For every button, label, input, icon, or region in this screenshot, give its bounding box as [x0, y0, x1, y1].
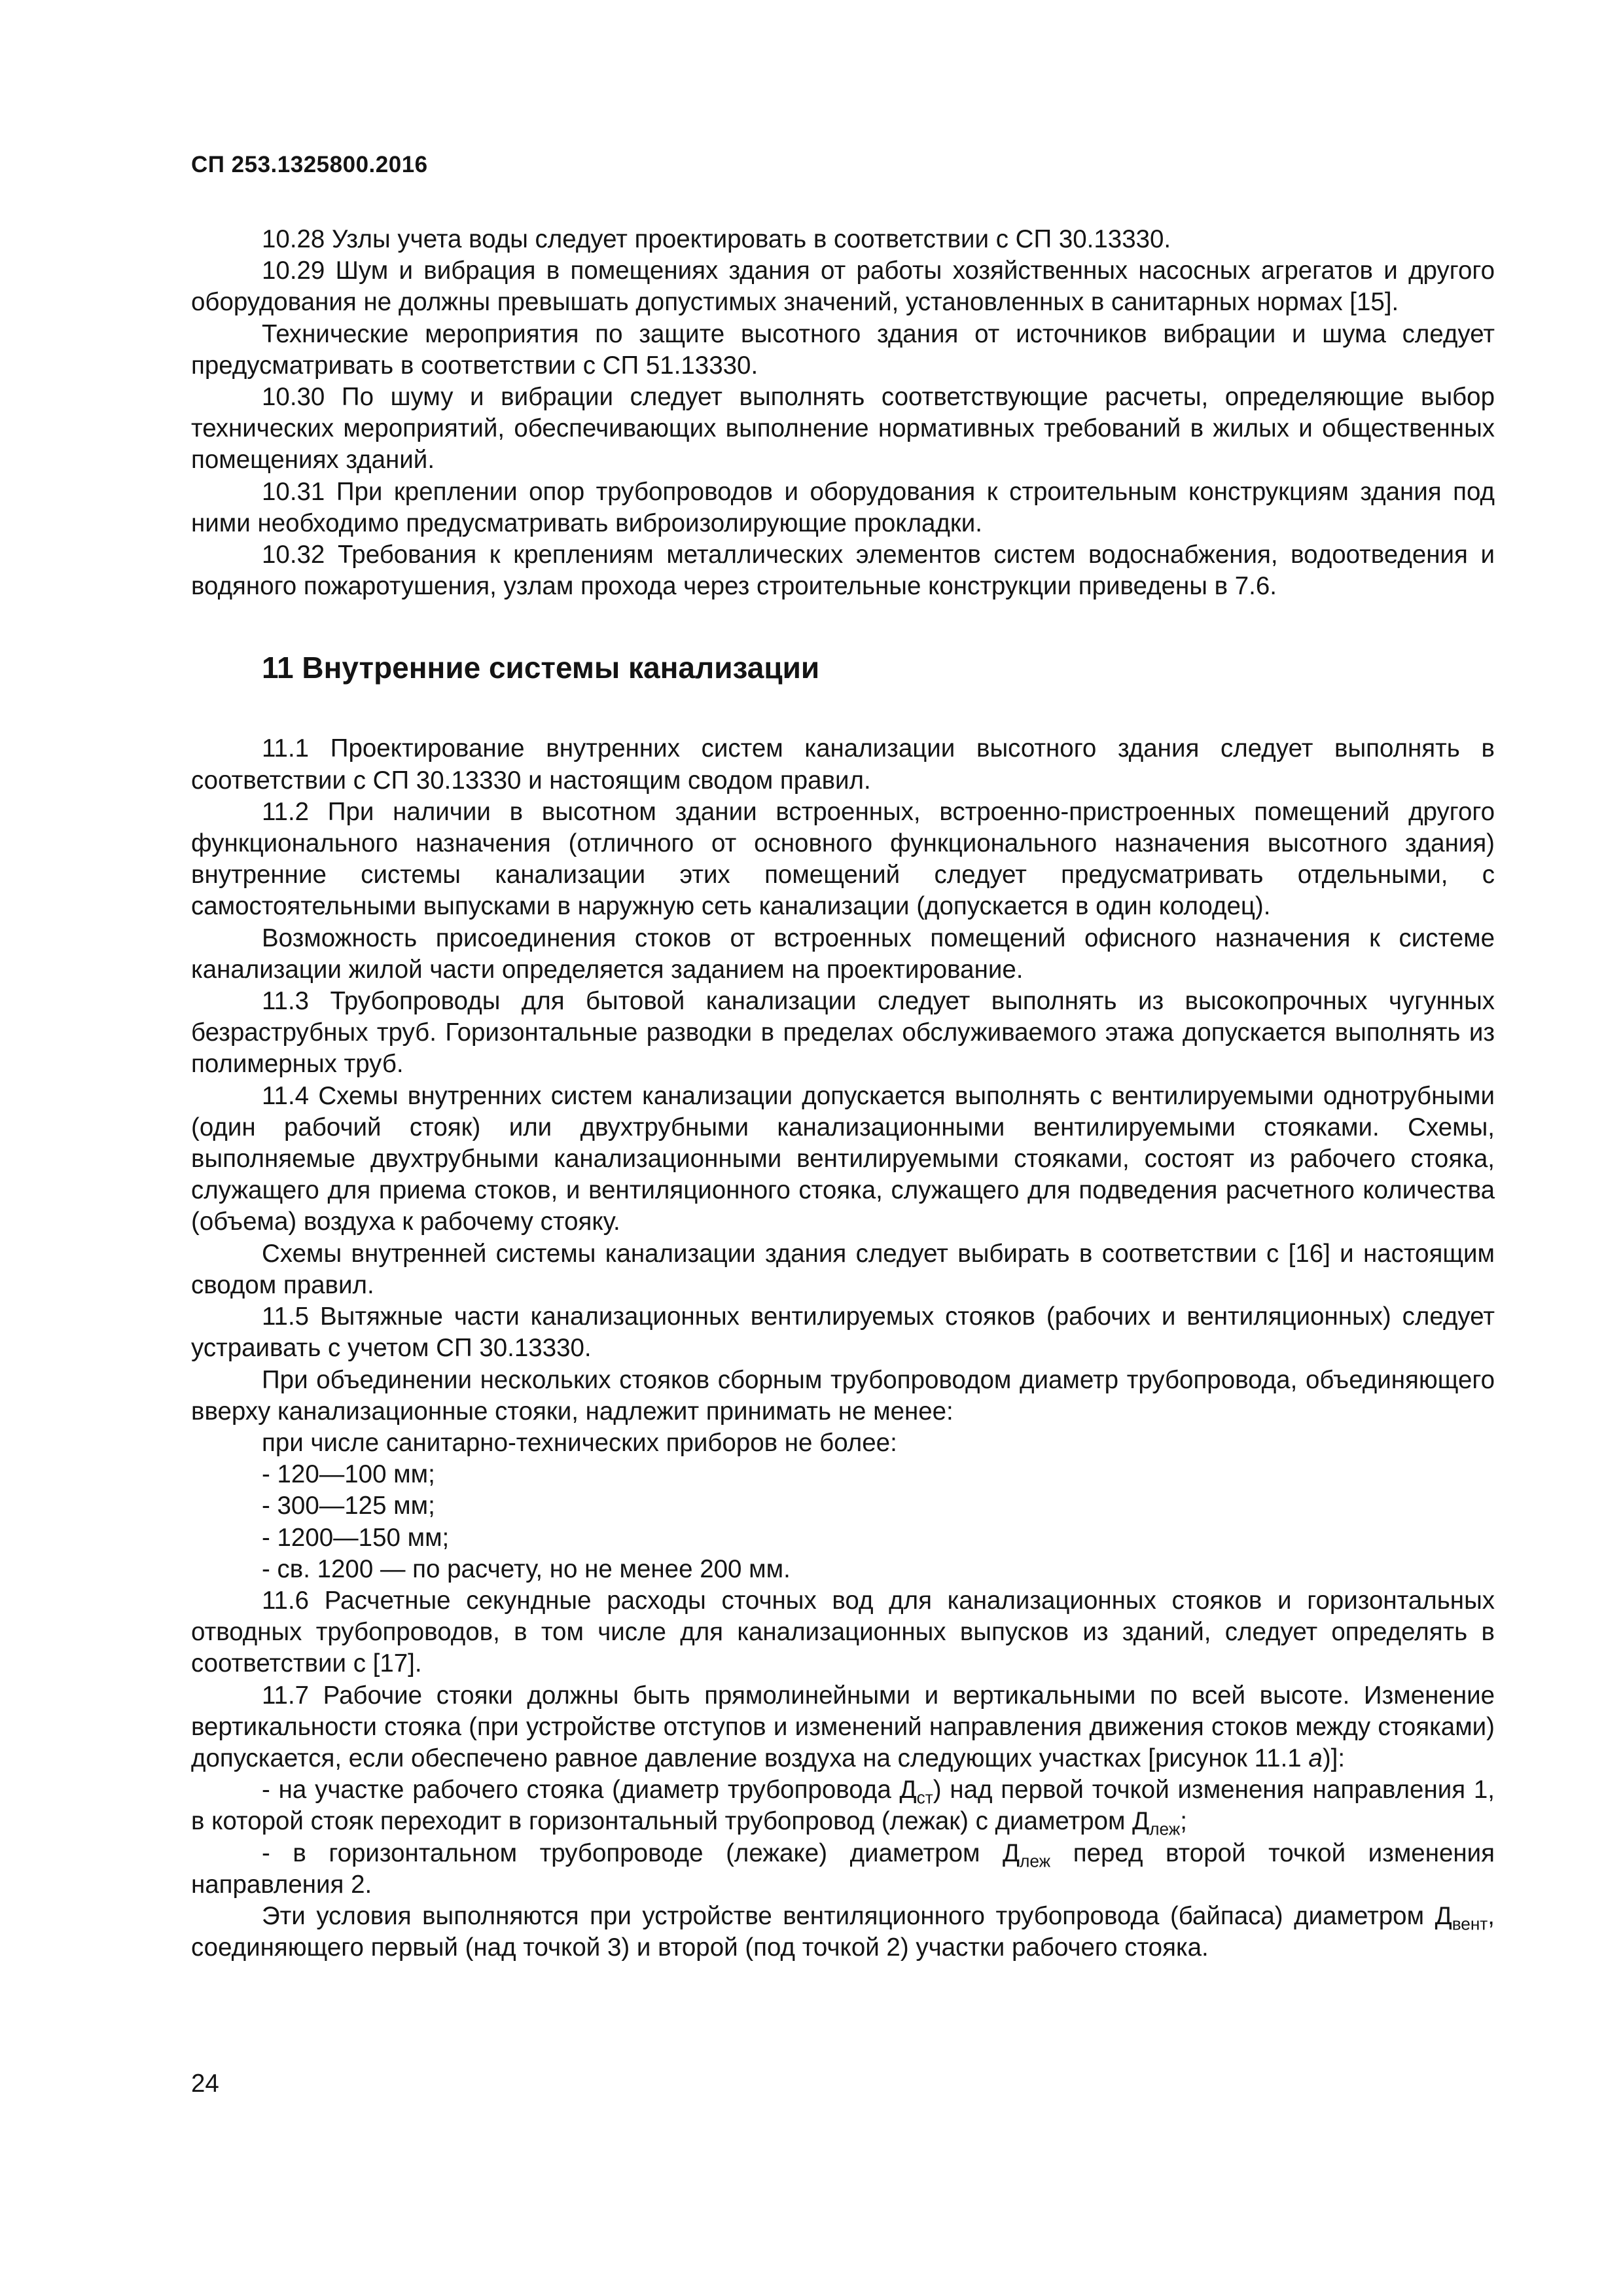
- paragraph-10-29-cont: Технические мероприятия по защите высотного здания от источников вибрации и шума следует предусматривать в соответствии с СП 51.13330.: [191, 319, 1495, 380]
- paragraph-10-31: 10.31 При креплении опор трубопроводов и оборудования к строительным конструкциям здания под ними необходимо предусматривать виброизолирующие прокладки.: [191, 477, 1495, 537]
- paragraph-10-30: 10.30 По шуму и вибрации следует выполнять соответствующие расчеты, определяющие выбор технических мероприятий, обеспечивающих выполнение нормативных требований в жилых и общественных помещениях зданий.: [191, 383, 1495, 475]
- figure-ref: а: [1308, 1744, 1323, 1772]
- paragraph-11-5-cont: При объединении нескольких стояков сборным трубопроводом диаметр трубопровода, объединяющего вверху канализационные стояки, надлежит принимать не менее:: [191, 1365, 1495, 1426]
- paragraph-11-4-cont: Схемы внутренней системы канализации здания следует выбирать в соответствии с [16] и настоящим сводом правил.: [191, 1239, 1495, 1299]
- paragraph-11-1: 11.1 Проектирование внутренних систем канализации высотного здания следует выполнять в соответствии с СП 30.13330 и настоящим сводом правил.: [191, 734, 1495, 795]
- paragraph-11-2: 11.2 При наличии в высотном здании встроенных, встроенно-пристроенных помещений другого функционального назначения (отличного от основного функционального назначения высотного здания) внутренние системы канализации этих помещений следует предусматривать отдельными, с самостоятельными выпусками в наружную сеть канализации (допускается в один колодец).: [191, 797, 1495, 921]
- paragraph-11-3: 11.3 Трубопроводы для бытовой канализации следует выполнять из высокопрочных чугунных безраструбных труб. Горизонтальные разводки в пределах обслуживаемого этажа допускается выполнять из полимерных труб.: [191, 987, 1495, 1079]
- page-content: [191, 224, 1495, 1964]
- bullet-riser-section: - на участке рабочего стояка (диаметр трубопровода $Д_{ст}$) над первой точкой изменения направления 1, в которой стояк переходит в горизонтальный трубопровод (лежак) с диаметром $Д_{леж}$;: [191, 1776, 1495, 1839]
- list-item: - 300—125 мм;: [262, 1492, 435, 1520]
- list-item: - 1200—150 мм;: [262, 1523, 450, 1552]
- paragraph-bypass: Эти условия выполняются при устройстве вентиляционного трубопровода (байпаса) диаметром $Д_{вент}$, соединяющего первый (над точкой 3) и второй (под точкой 2) участки рабочего стояка.: [191, 1901, 1495, 1962]
- section-11-heading: 11 Внутренние системы канализации: [262, 651, 820, 685]
- page-number: 24: [191, 2070, 219, 2098]
- paragraph-10-32: 10.32 Требования к креплениям металлических элементов систем водоснабжения, водоотведения и водяного пожаротушения, узлам прохода через строительные конструкции приведены в 7.6.: [191, 541, 1495, 601]
- bullet-horizontal-section: - в горизонтальном трубопроводе (лежаке) диаметром $Д_{леж}$ перед второй точкой изменения направления 2.: [191, 1839, 1495, 1899]
- paragraph-11-7: 11.7 Рабочие стояки должны быть прямолинейными и вертикальными по всей высоте. Изменение вертикальности стояка (при устройстве отступов и изменений направления движения стоков между стояками) допускается, если обеспечено равное давление воздуха на следующих участках [рисунок 11.1 а)]:: [191, 1681, 1495, 1772]
- paragraph-11-5: 11.5 Вытяжные части канализационных вентилируемых стояков (рабочих и вентиляционных) следует устраивать с учетом СП 30.13330.: [191, 1302, 1495, 1363]
- list-item: - св. 1200 — по расчету, но не менее 200 мм.: [262, 1554, 791, 1583]
- paragraph-11-5-list-intro: при числе санитарно-технических приборов не более:: [262, 1428, 897, 1457]
- paragraph-10-29: 10.29 Шум и вибрация в помещениях здания от работы хозяйственных насосных агрегатов и другого оборудования не должны превышать допустимых значений, установленных в санитарных нормах [15].: [191, 257, 1495, 317]
- paragraph-10-28: 10.28 Узлы учета воды следует проектировать в соответствии с СП 30.13330.: [262, 225, 1171, 253]
- document-id: СП 253.1325800.2016: [191, 152, 428, 177]
- paragraph-11-6: 11.6 Расчетные секундные расходы сточных вод для канализационных стояков и горизонтальных отводных трубопроводов, в том числе для канализационных выпусков из зданий, следует определять в соответствии с [17].: [191, 1586, 1495, 1678]
- list-item: - 120—100 мм;: [262, 1460, 435, 1489]
- paragraph-11-2-cont: Возможность присоединения стоков от встроенных помещений офисного назначения к системе канализации жилой части определяется заданием на проектирование.: [191, 924, 1495, 984]
- paragraph-11-4: 11.4 Схемы внутренних систем канализации допускается выполнять с вентилируемыми однотрубными (один рабочий стояк) или двухтрубными канализационными вентилируемыми стояками. Схемы, выполняемые двухтрубными канализационными вентилируемыми стояками, состоят из рабочего стояка, служащего для приема стоков, и вентиляционного стояка, служащего для подведения расчетного количества (объема) воздуха к рабочему стояку.: [191, 1081, 1495, 1236]
